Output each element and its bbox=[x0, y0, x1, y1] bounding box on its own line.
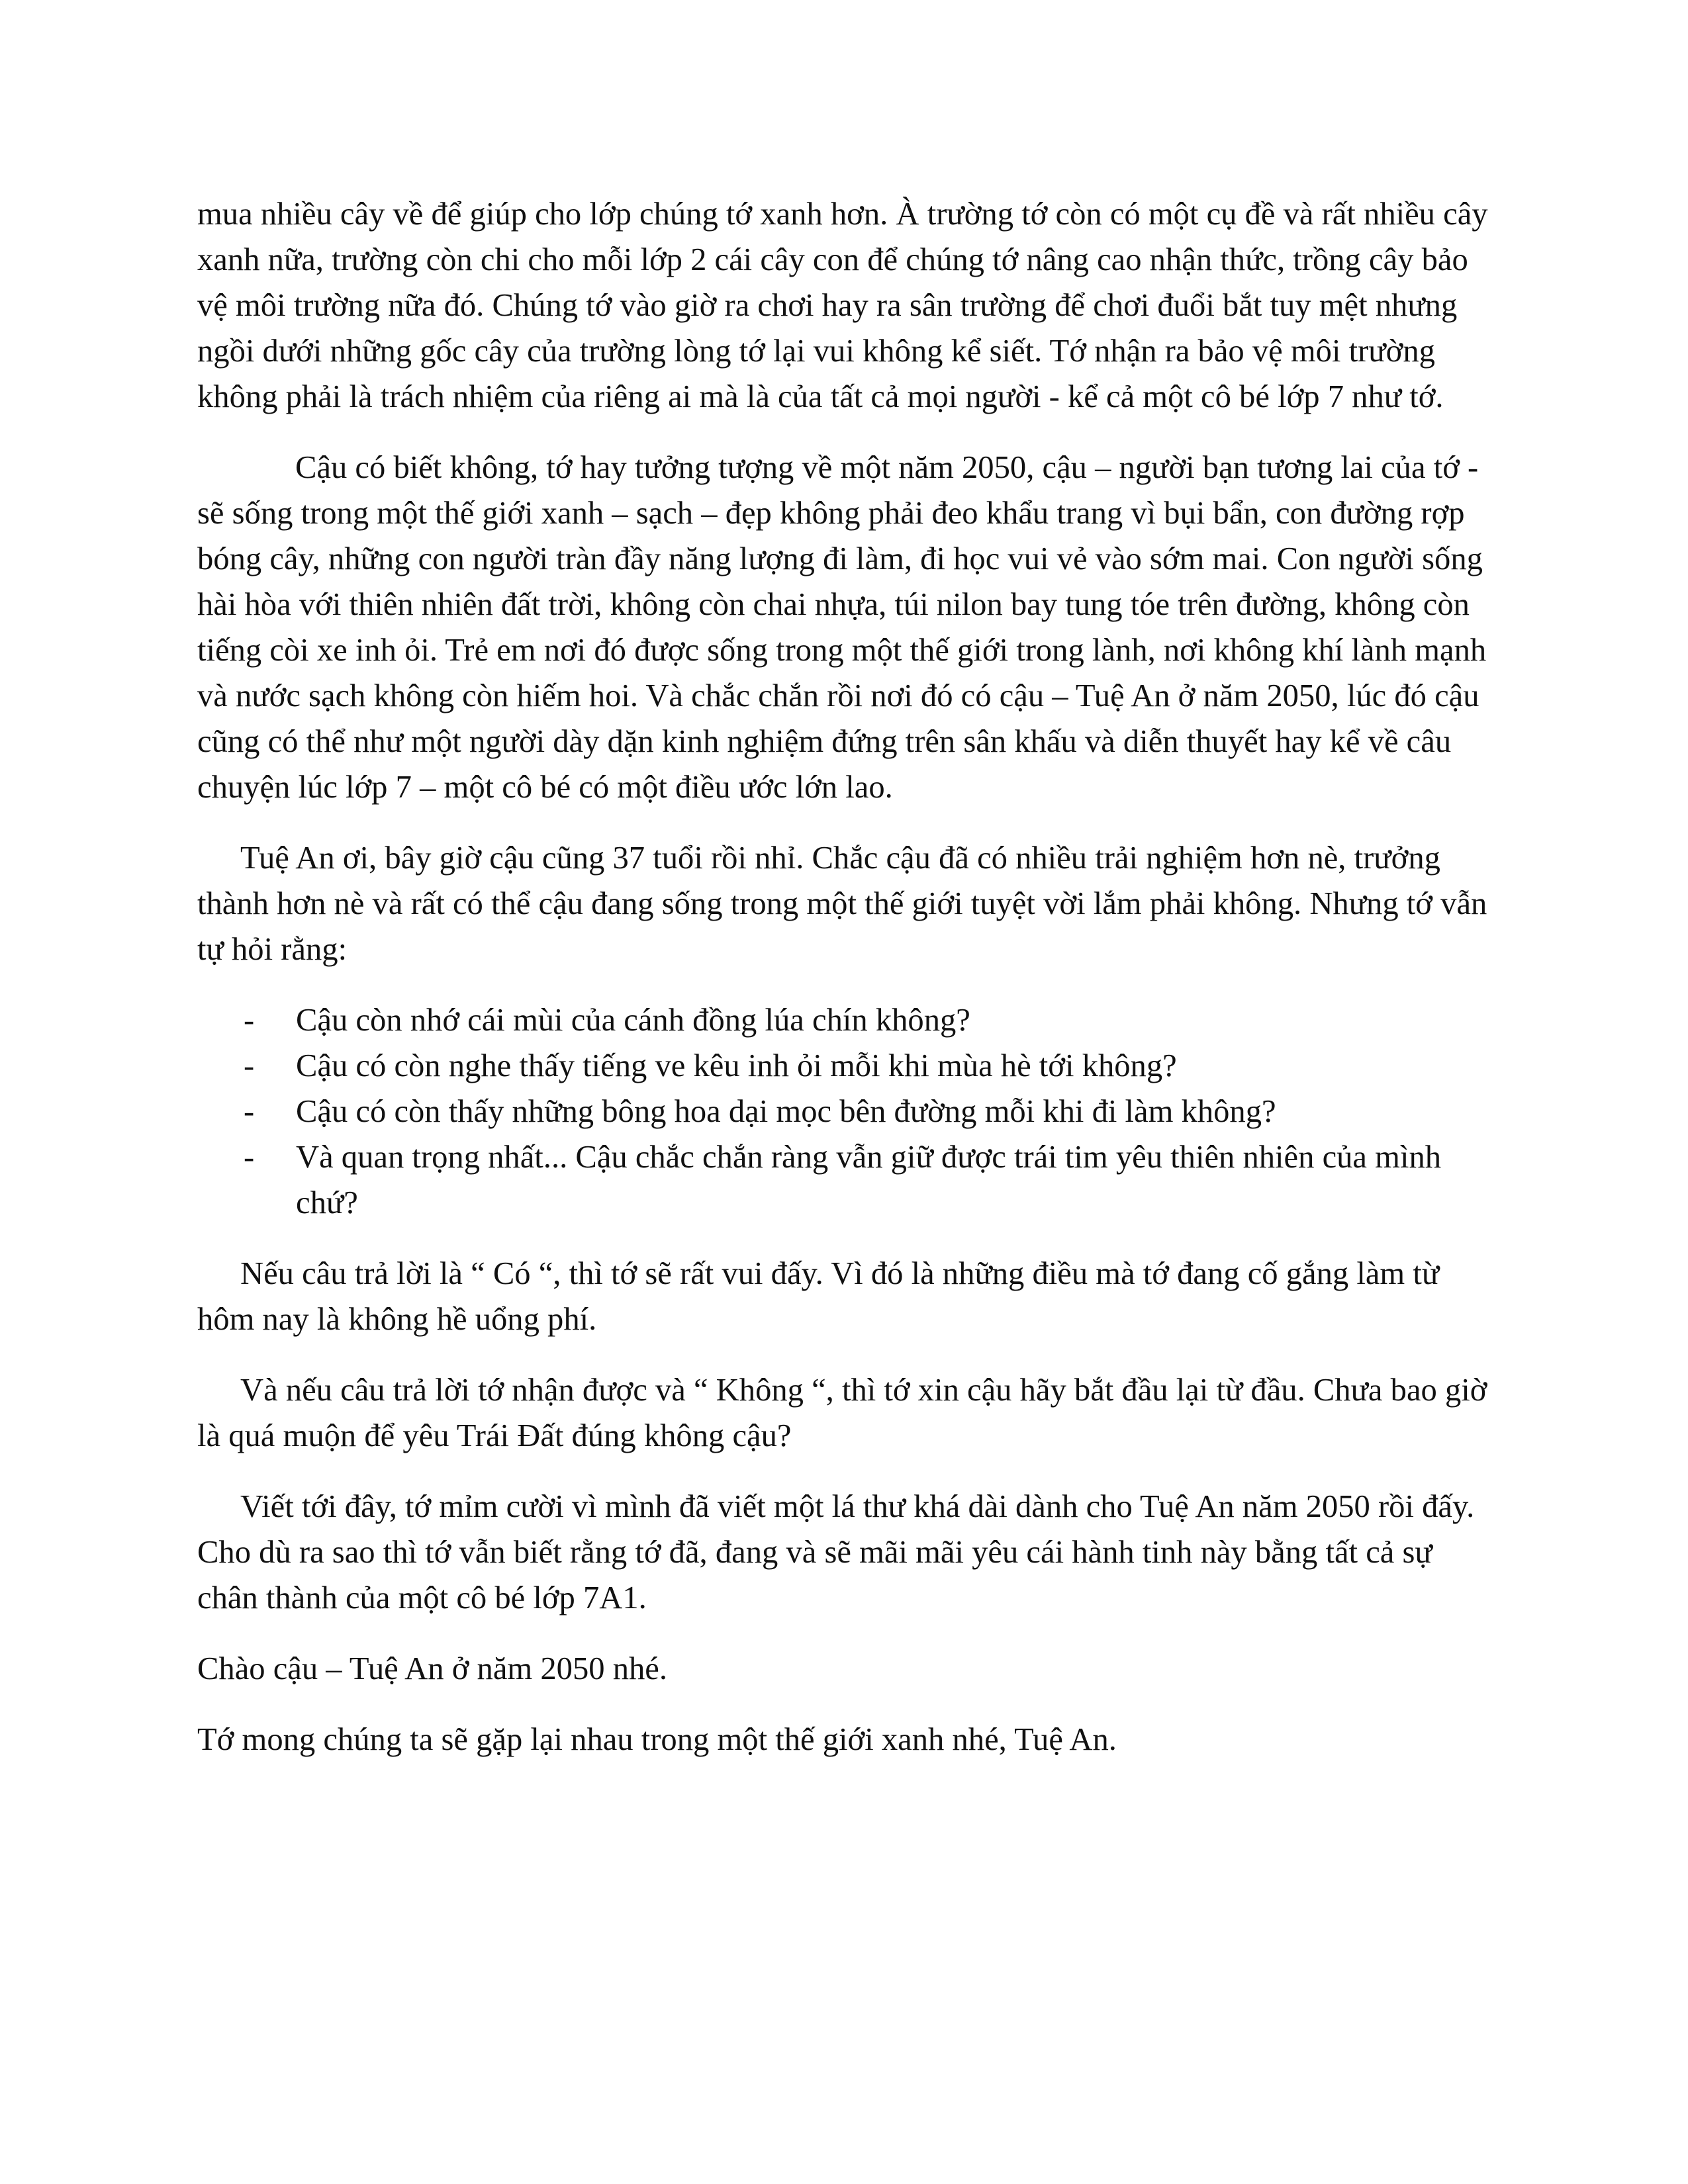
dash-bullet: - bbox=[244, 1048, 255, 1083]
list-item-text: Cậu có còn thấy những bông hoa dại mọc bên đường mỗi khi đi làm không? bbox=[296, 1093, 1276, 1129]
list-item bbox=[197, 1043, 1496, 1089]
paragraph-answer-no: Và nếu câu trả lời tớ nhận được và “ Không “, thì tớ xin cậu hãy bắt đầu lại từ đầu. Chưa bao giờ là quá muộn để yêu Trái Đất đúng không cậu? bbox=[197, 1372, 1487, 1453]
paragraph-address-tue-an: Tuệ An ơi, bây giờ cậu cũng 37 tuổi rồi nhỉ. Chắc cậu đã có nhiều trải nghiệm hơn nè, trưởng thành hơn nè và rất có thể cậu đang sống trong một thế giới tuyệt vời lắm phải không. Nhưng tớ vẫn tự hỏi rằng: bbox=[197, 840, 1487, 967]
list-item bbox=[197, 997, 1496, 1043]
list-item-text: Cậu còn nhớ cái mùi của cánh đồng lúa chín không? bbox=[296, 1002, 970, 1038]
list-item-text: Và quan trọng nhất... Cậu chắc chắn ràng vẫn giữ được trái tim yêu thiên nhiên của mình chứ? bbox=[296, 1139, 1442, 1220]
list-item bbox=[197, 1134, 1496, 1226]
paragraph-answer-yes: Nếu câu trả lời là “ Có “, thì tớ sẽ rất vui đấy. Vì đó là những điều mà tớ đang cố gắng làm từ hôm nay là không hề uổng phí. bbox=[197, 1255, 1440, 1337]
question-list bbox=[197, 997, 1496, 1226]
dash-bullet: - bbox=[244, 1139, 255, 1175]
letter-body bbox=[197, 191, 1496, 1788]
paragraph-continuation: mua nhiều cây về để giúp cho lớp chúng tớ xanh hơn. À trường tớ còn có một cụ đề và rất nhiều cây xanh nữa, trường còn chi cho mỗi lớp 2 cái cây con để chúng tớ nâng cao nhận thức, trồng cây bảo vệ môi trường nữa đó. Chúng tớ vào giờ ra chơi hay ra sân trường để chơi đuổi bắt tuy mệt nhưng ngồi dưới những gốc cây của trường lòng tớ lại vui không kể siết. Tớ nhận ra bảo vệ môi trường không phải là trách nhiệm của riêng ai mà là của tất cả mọi người - kể cả một cô bé lớp 7 như tớ. bbox=[197, 196, 1488, 414]
paragraph-final-wish: Tớ mong chúng ta sẽ gặp lại nhau trong một thế giới xanh nhé, Tuệ An. bbox=[197, 1721, 1117, 1757]
paragraph-writing-end: Viết tới đây, tớ mỉm cười vì mình đã viết một lá thư khá dài dành cho Tuệ An năm 2050 rồi đấy. Cho dù ra sao thì tớ vẫn biết rằng tớ đã, đang và sẽ mãi mãi yêu cái hành tinh này bằng tất cả sự chân thành của một cô bé lớp 7A1. bbox=[197, 1488, 1475, 1615]
dash-bullet: - bbox=[244, 1002, 255, 1038]
list-item bbox=[197, 1089, 1496, 1134]
paragraph-farewell: Chào cậu – Tuệ An ở năm 2050 nhé. bbox=[197, 1651, 668, 1686]
paragraph-imagination-2050: Cậu có biết không, tớ hay tưởng tượng về một năm 2050, cậu – người bạn tương lai của tớ - sẽ sống trong một thế giới xanh – sạch – đẹp không phải đeo khẩu trang vì bụi bẩn, con đường rợp bóng cây, những con người tràn đầy năng lượng đi làm, đi học vui vẻ vào sớm mai. Con người sống hài hòa với thiên nhiên đất trời, không còn chai nhựa, túi nilon bay tung tóe trên đường, không còn tiếng còi xe inh ỏi. Trẻ em nơi đó được sống trong một thế giới trong lành, nơi không khí lành mạnh và nước sạch không còn hiếm hoi. Và chắc chắn rồi nơi đó có cậu – Tuệ An ở năm 2050, lúc đó cậu cũng có thể như một người dày dặn kinh nghiệm đứng trên sân khấu và diễn thuyết hay kể về câu chuyện lúc lớp 7 – một cô bé có một điều ước lớn lao. bbox=[197, 449, 1487, 805]
list-item-text: Cậu có còn nghe thấy tiếng ve kêu inh ỏi mỗi khi mùa hè tới không? bbox=[296, 1048, 1177, 1083]
dash-bullet: - bbox=[244, 1093, 255, 1129]
